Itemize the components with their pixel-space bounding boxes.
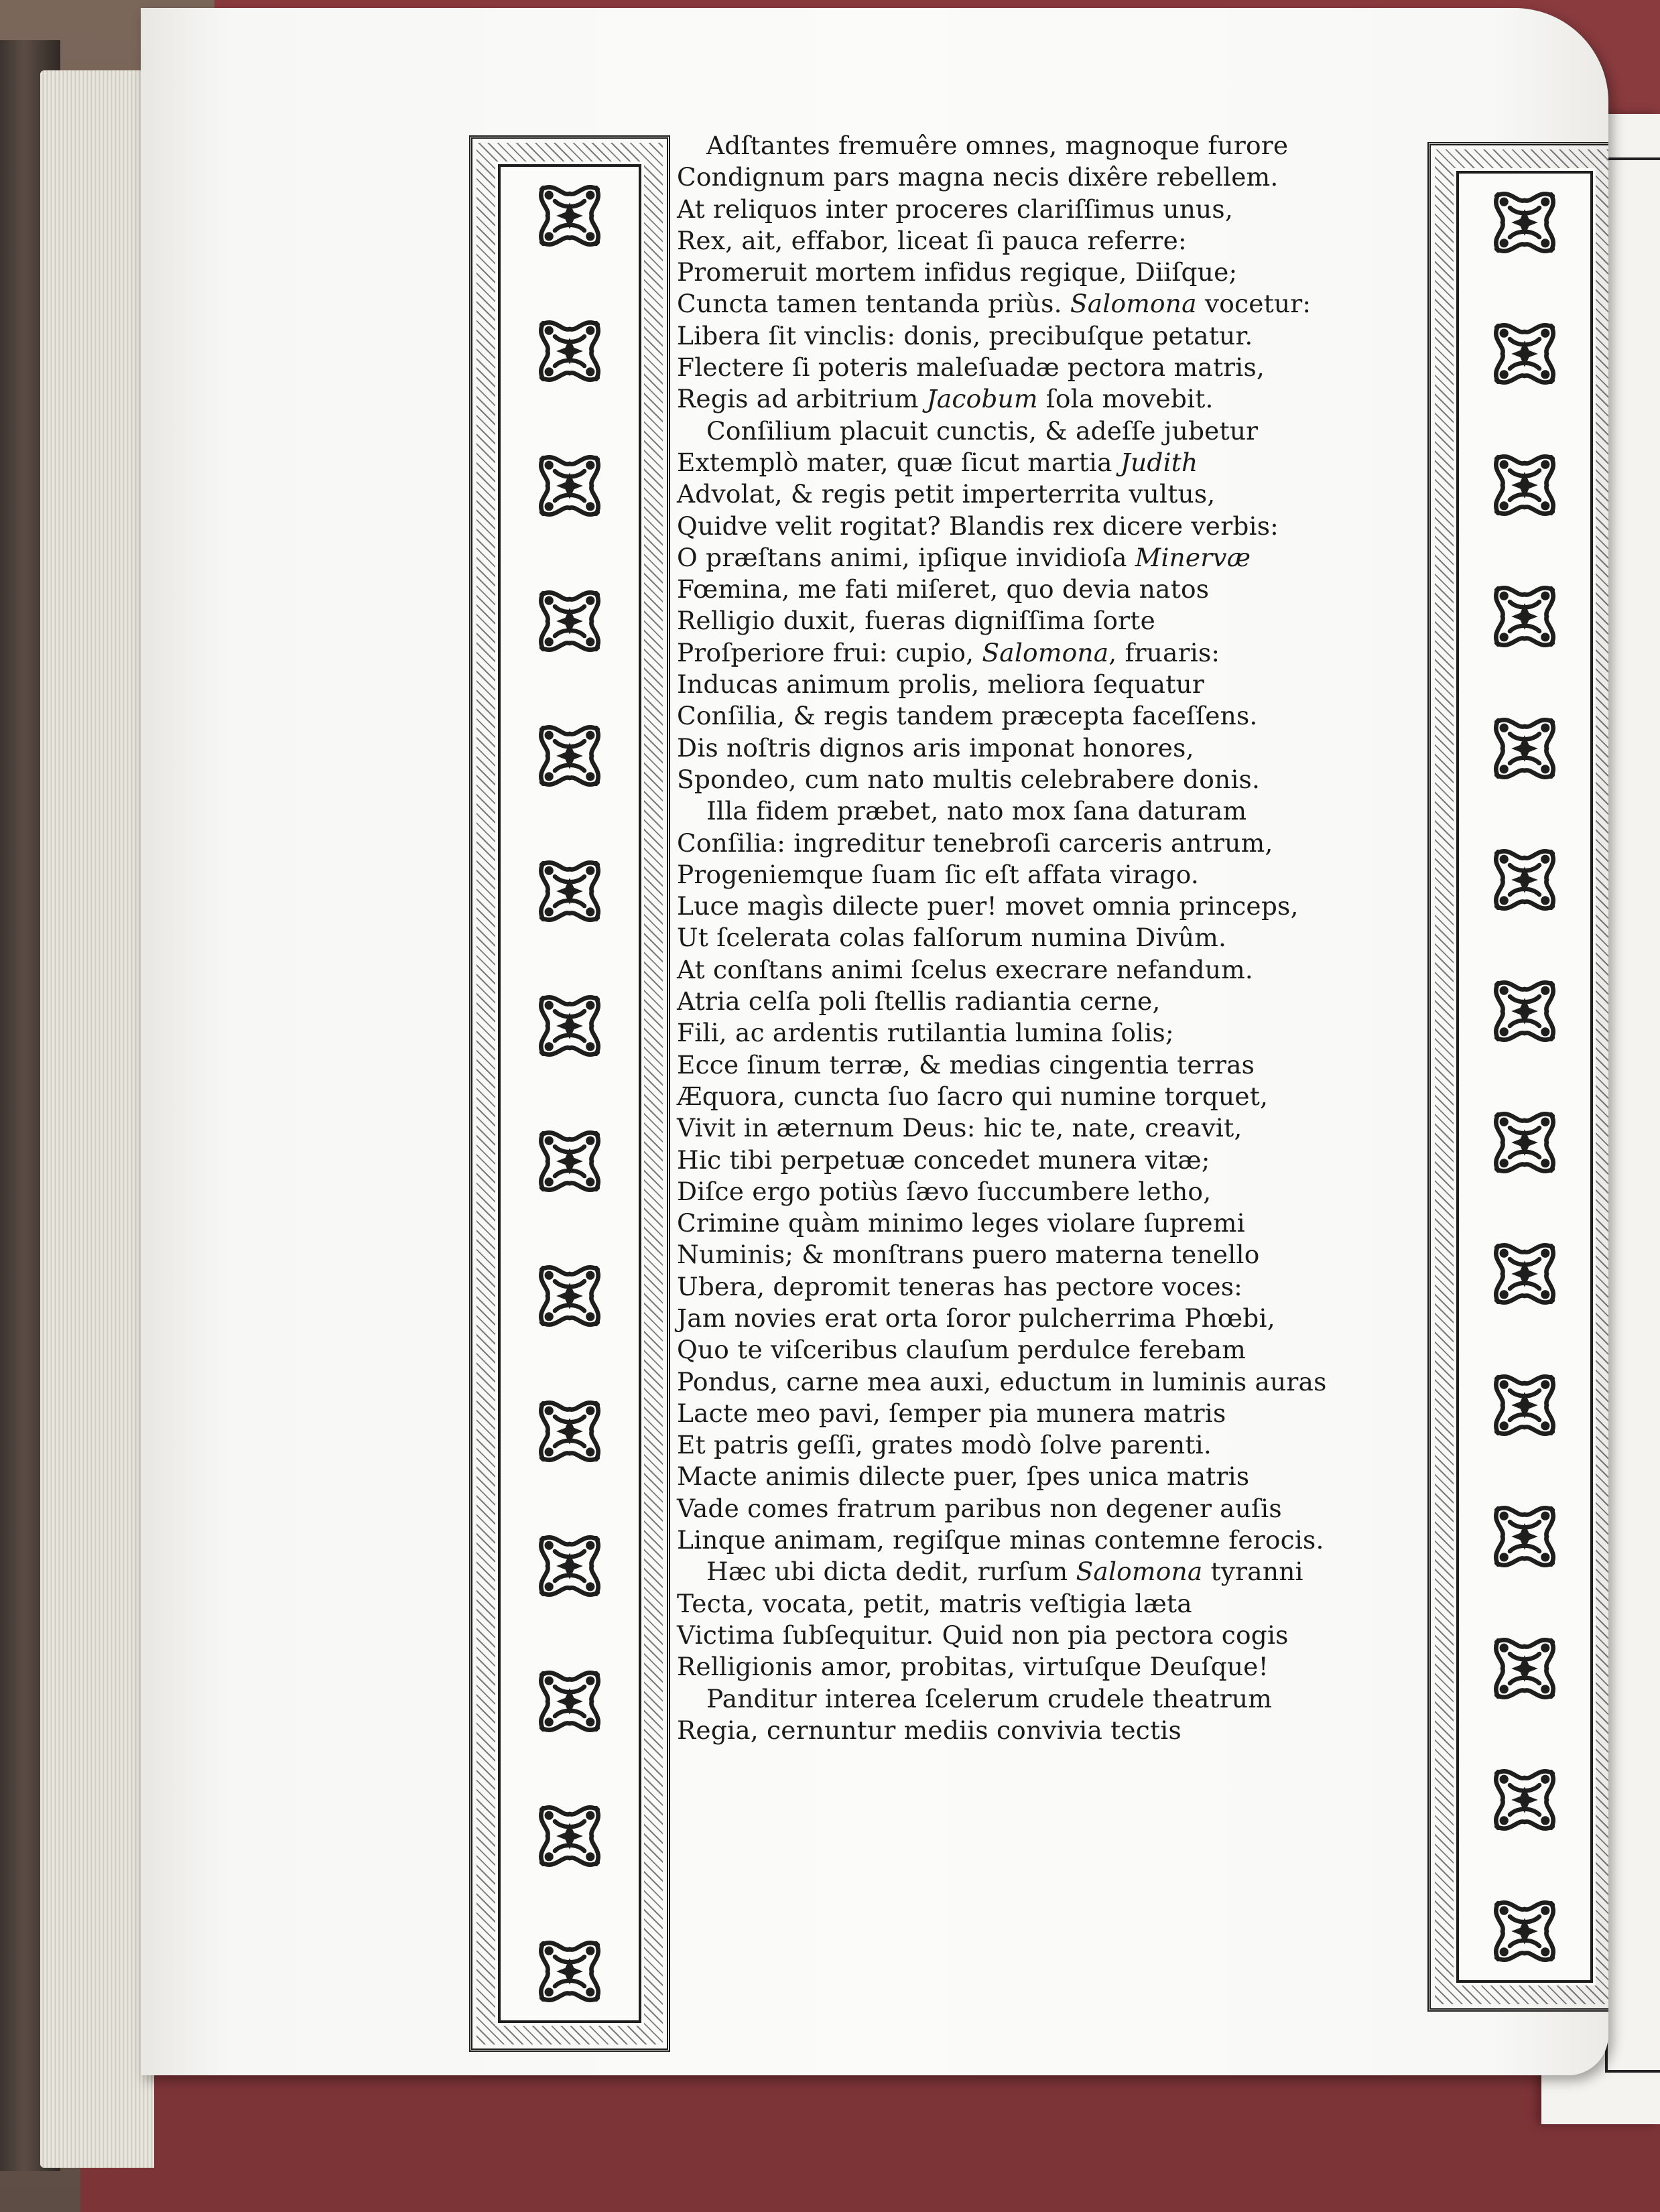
poem-line: Ecce ſinum terræ, & medias cingentia terras (677, 1049, 1255, 1080)
fleuron-ornament-icon (1488, 317, 1561, 391)
italic-name: Salomona (1076, 1557, 1203, 1587)
poem-line: Atria celſa poli ſtellis radiantia cerne, (677, 986, 1161, 1017)
poem-line: Spondeo, cum nato multis celebrabere donis. (677, 764, 1261, 794)
fleuron-ornament-icon (1488, 712, 1561, 785)
fleuron-ornament-icon (1488, 1237, 1561, 1311)
poem-line: Vivit in æternum Deus: hic te, nate, creavit, (677, 1113, 1242, 1143)
poem-line: Æquora, cuncta ſuo ſacro qui numine torquet, (677, 1081, 1269, 1111)
poem-line: Tecta, vocata, petit, matris veſtigia læta (677, 1588, 1192, 1618)
left-ornamental-border (469, 135, 670, 2052)
fleuron-ornament-icon (1488, 1763, 1561, 1837)
poem-line: Cuncta tamen tentanda priùs. Salomona vocetur: (677, 289, 1312, 319)
fleuron-ornament-icon (533, 854, 606, 928)
poem-line: Et patris geſſi, grates modò ſolve parenti. (677, 1430, 1212, 1460)
poem-line: Relligionis amor, probitas, virtuſque Deuſque! (677, 1652, 1269, 1682)
fleuron-ornament-icon (1488, 843, 1561, 917)
poem-line: Crimine quàm minimo leges violare ſupremi (677, 1208, 1245, 1238)
poem-line: Flectere ſi poteris maleſuadæ pectora matris, (677, 352, 1265, 383)
poem-line: Adſtantes fremuêre omnes, magnoque furore (706, 131, 1289, 160)
fleuron-ornament-icon (533, 584, 606, 658)
stacked-page-edges (40, 70, 154, 2168)
poem-line: Inducas animum prolis, meliora ſequatur (677, 669, 1204, 700)
fleuron-ornament-icon (1488, 448, 1561, 522)
poem-line: Fœmina, me fati miſeret, quo devia natos (677, 574, 1210, 604)
poem-line: Ut ſcelerata colas falſorum numina Divûm. (677, 923, 1227, 953)
poem-line: Conſilia: ingreditur tenebroſi carceris antrum, (677, 828, 1273, 858)
fleuron-ornament-icon (1488, 1106, 1561, 1179)
poem-line: Ubera, depromit teneras has pectore voces: (677, 1271, 1243, 1301)
poem-line: Diſce ergo potiùs ſævo ſuccumbere letho, (677, 1176, 1212, 1206)
latin-poem (677, 130, 1381, 1746)
poem-line: Hic tibi perpetuæ concedet munera vitæ; (677, 1145, 1210, 1175)
poem-line: Numinis; & monſtrans puero materna tenello (677, 1240, 1260, 1270)
fleuron-ornament-icon (1488, 580, 1561, 653)
poem-line: Quo te viſceribus clauſum perdulce ferebam (677, 1335, 1246, 1365)
right-ornamental-border (1427, 142, 1608, 2012)
right-motif-column (1471, 186, 1578, 1968)
poem-line: At reliquos inter proceres clariſſimus unus, (677, 194, 1233, 224)
poem-line: Hæc ubi dicta dedit, rurſum Salomona tyranni (706, 1557, 1303, 1587)
fleuron-ornament-icon (533, 314, 606, 388)
fleuron-ornament-icon (533, 1665, 606, 1738)
poem-line: Progeniemque ſuam ſic eſt affata virago. (677, 859, 1199, 889)
poem-line: Extemplò mater, quæ ſicut martia Judith (677, 447, 1198, 477)
poem-line: Luce magìs dilecte puer! movet omnia princeps, (677, 891, 1299, 921)
fleuron-ornament-icon (1488, 1368, 1561, 1442)
fleuron-ornament-icon (533, 1394, 606, 1468)
poem-line: Conſilium placuit cunctis, & adeſſe jubetur (706, 415, 1259, 446)
left-motif-column (513, 179, 627, 2008)
fleuron-ornament-icon (1488, 1632, 1561, 1705)
poem-line: Dis noſtris dignos aris imponat honores, (677, 732, 1194, 763)
poem-line: O præſtans animi, ipſique invidioſa Minervæ (677, 542, 1251, 572)
poem-line: Fili, ac ardentis rutilantia lumina ſolis; (677, 1018, 1174, 1048)
poem-line: Lacte meo pavi, ſemper pia munera matris (677, 1398, 1226, 1428)
poem-line: Vade comes fratrum paribus non degener auſis (677, 1493, 1282, 1523)
poem-line: Libera ſit vinclis: donis, precibuſque petatur. (677, 320, 1253, 350)
fleuron-ornament-icon (533, 1799, 606, 1873)
fleuron-ornament-icon (533, 1935, 606, 2008)
poem-line: Proſperiore frui: cupio, Salomona, fruaris: (677, 637, 1220, 667)
fleuron-ornament-icon (533, 989, 606, 1063)
poem-line: Condignum pars magna necis dixêre rebellem. (677, 162, 1279, 192)
fleuron-ornament-icon (533, 179, 606, 253)
poem-line: Quidve velit rogitat? Blandis rex dicere verbis: (677, 511, 1279, 541)
italic-name: Minervæ (1135, 542, 1251, 572)
poem-line: Panditur interea ſcelerum crudele theatrum (706, 1683, 1273, 1713)
fleuron-ornament-icon (533, 449, 606, 523)
fleuron-ornament-icon (1488, 1894, 1561, 1968)
fleuron-ornament-icon (533, 719, 606, 793)
poem-line: Rex, ait, effabor, liceat ſi pauca referre: (677, 225, 1187, 255)
book-page (141, 8, 1608, 2075)
poem-line: Jam novies erat orta ſoror pulcherrima Phœbi, (677, 1303, 1275, 1333)
poem-line: Illa fidem præbet, nato mox ſana daturam (706, 796, 1247, 826)
next-page-border (1605, 157, 1660, 2073)
poem-line: At conſtans animi ſcelus execrare nefandum. (677, 954, 1253, 984)
fleuron-ornament-icon (533, 1259, 606, 1333)
poem-line: Regia, cernuntur mediis convivia tectis (677, 1715, 1182, 1745)
italic-name: Judith (1120, 447, 1198, 477)
poem-line: Pondus, carne mea auxi, eductum in luminis auras (677, 1366, 1327, 1396)
poem-line: Advolat, & regis petit imperterrita vultus, (677, 479, 1216, 509)
fleuron-ornament-icon (1488, 186, 1561, 259)
poem-line: Conſilia, & regis tandem præcepta faceſſens. (677, 701, 1258, 731)
poem-line: Regis ad arbitrium Jacobum ſola movebit. (677, 384, 1214, 414)
fleuron-ornament-icon (1488, 974, 1561, 1048)
italic-name: Jacobum (926, 384, 1038, 414)
fleuron-ornament-icon (533, 1124, 606, 1198)
italic-name: Salomona (1070, 289, 1197, 319)
poem-line: Promeruit mortem infidus regique, Diiſque; (677, 257, 1238, 287)
poem-line: Linque animam, regiſque minas contemne ferocis. (677, 1525, 1324, 1555)
poem-line: Relligio duxit, fueras digniſſima ſorte (677, 606, 1155, 636)
italic-name: Salomona (982, 637, 1109, 667)
poem-line: Victima ſubſequitur. Quid non pia pectora cogis (677, 1620, 1289, 1650)
fleuron-ornament-icon (1488, 1500, 1561, 1573)
poem-line: Macte animis dilecte puer, ſpes unica matris (677, 1461, 1250, 1492)
fleuron-ornament-icon (533, 1529, 606, 1603)
